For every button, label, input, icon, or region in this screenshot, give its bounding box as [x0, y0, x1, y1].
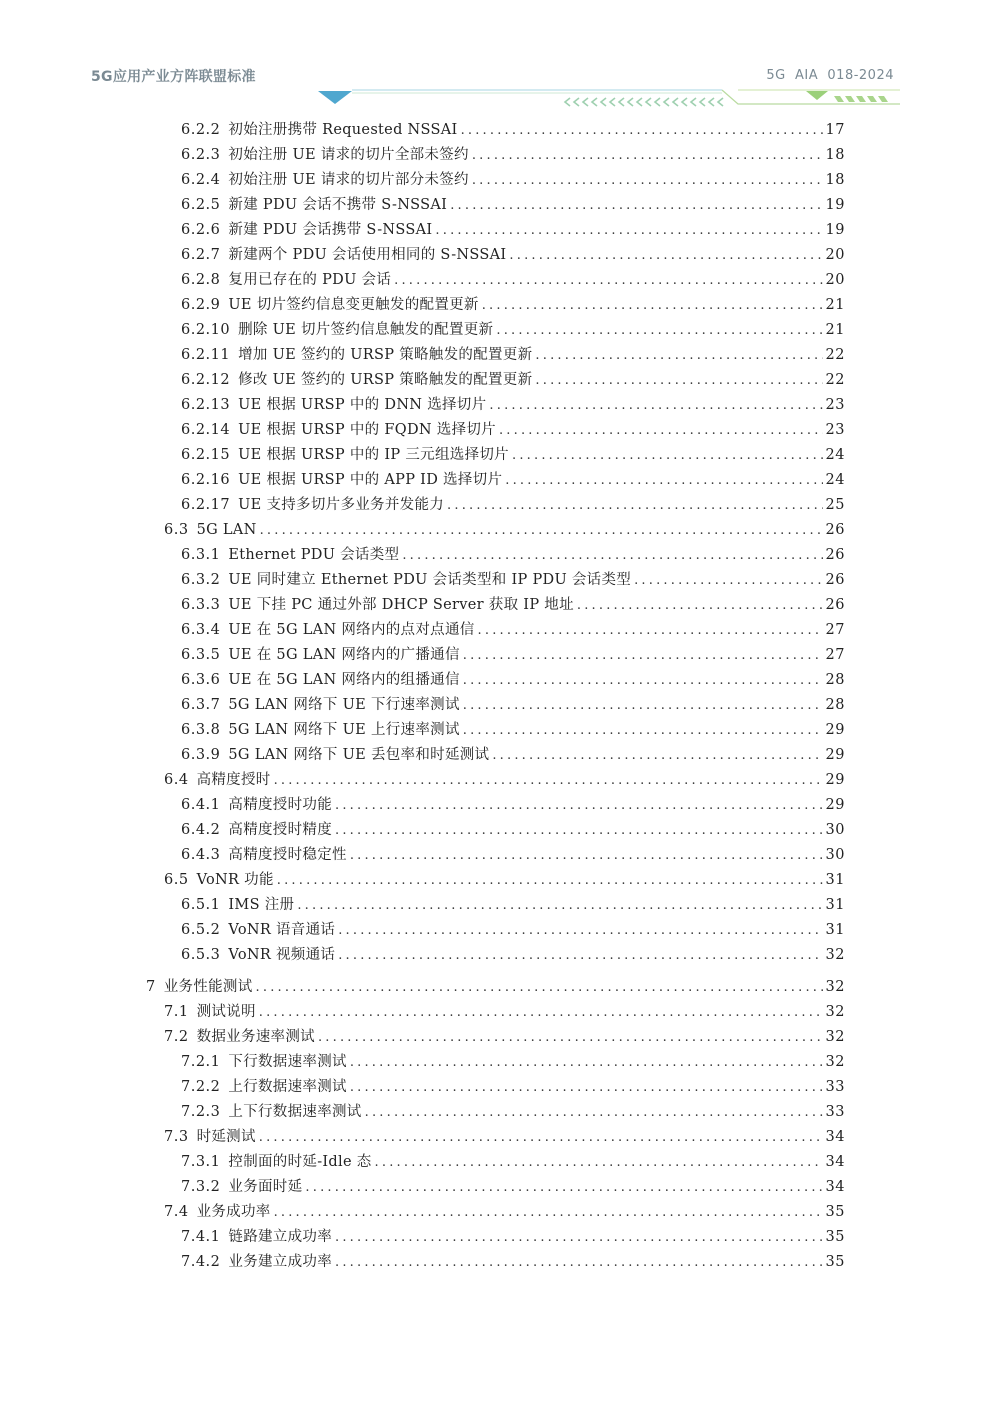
- toc-entry-title: UE 根据 URSP 中的 FQDN 选择切片: [238, 422, 496, 438]
- toc-dot-leader: [305, 1177, 822, 1199]
- toc-entry[interactable]: [181, 119, 845, 142]
- toc-entry-number: 7.3: [164, 1129, 189, 1145]
- toc-entry-number: 6.2.14: [181, 422, 231, 438]
- toc-entry-title: 上下行数据速率测试: [228, 1104, 362, 1120]
- toc-entry-page: 32: [825, 1029, 845, 1045]
- toc-dot-leader: [472, 170, 823, 192]
- toc-entry-page: 30: [825, 847, 845, 863]
- toc-entry-title: 高精度授时: [196, 772, 271, 788]
- toc-dot-leader: [492, 745, 822, 767]
- toc-entry-number: 6.3.6: [181, 672, 221, 688]
- toc-dot-leader: [274, 1202, 823, 1224]
- toc-entry-number: 7.3.1: [181, 1154, 221, 1170]
- toc-entry-page: 29: [825, 722, 845, 738]
- toc-entry-title: 初始注册携带 Requested NSSAI: [228, 122, 458, 138]
- toc-entry-title: 5G LAN 网络下 UE 丢包率和时延测试: [228, 747, 490, 763]
- toc-entry-number: 6.3.7: [181, 697, 221, 713]
- toc-entry[interactable]: [181, 194, 845, 217]
- toc-entry[interactable]: [164, 519, 845, 542]
- toc-dot-leader: [499, 420, 823, 442]
- toc-entry-title: Ethernet PDU 会话类型: [228, 547, 400, 563]
- toc-entry-number: 6.4: [164, 772, 189, 788]
- toc-entry-number: 6.5.3: [181, 947, 221, 963]
- toc-entry-title: 5G LAN 网络下 UE 下行速率测试: [228, 697, 460, 713]
- toc-entry-title: 初始注册 UE 请求的切片部分未签约: [228, 172, 469, 188]
- toc-entry-title: 删除 UE 切片签约信息触发的配置更新: [238, 322, 494, 338]
- toc-entry[interactable]: [181, 469, 845, 492]
- toc-entry[interactable]: [164, 1126, 845, 1149]
- toc-entry-title: 业务成功率: [196, 1204, 271, 1220]
- toc-dot-leader: [259, 1127, 823, 1149]
- toc-entry-page: 24: [825, 472, 845, 488]
- toc-entry-title: 业务性能测试: [163, 979, 253, 995]
- toc-dot-leader: [535, 345, 822, 367]
- toc-dot-leader: [335, 795, 823, 817]
- toc-entry[interactable]: [181, 319, 845, 342]
- toc-entry[interactable]: [146, 976, 845, 999]
- toc-entry[interactable]: [164, 1201, 845, 1224]
- toc-entry-title: UE 根据 URSP 中的 APP ID 选择切片: [238, 472, 503, 488]
- toc-entry[interactable]: [181, 569, 845, 592]
- toc-entry[interactable]: [181, 1251, 845, 1274]
- toc-entry-number: 6.2.3: [181, 147, 221, 163]
- toc-dot-leader: [577, 595, 823, 617]
- toc-entry-number: 6.3.4: [181, 622, 221, 638]
- toc-entry[interactable]: [181, 944, 845, 967]
- toc-entry-page: 24: [825, 447, 845, 463]
- toc-entry[interactable]: [181, 644, 845, 667]
- toc-entry-page: 29: [825, 797, 845, 813]
- toc-entry-page: 26: [825, 522, 845, 538]
- toc-dot-leader: [447, 495, 823, 517]
- toc-entry-title: UE 同时建立 Ethernet PDU 会话类型和 IP PDU 会话类型: [228, 572, 632, 588]
- toc-entry-number: 6.2.6: [181, 222, 221, 238]
- toc-entry-title: 数据业务速率测试: [196, 1029, 315, 1045]
- toc-entry[interactable]: [164, 1001, 845, 1024]
- toc-entry-page: 31: [825, 872, 845, 888]
- toc-entry[interactable]: [181, 1076, 845, 1099]
- header-slashes-right: [834, 96, 888, 102]
- toc-dot-leader: [335, 1227, 823, 1249]
- toc-entry-title: 业务建立成功率: [228, 1254, 333, 1270]
- toc-entry-page: 23: [825, 397, 845, 413]
- toc-dot-leader: [375, 1152, 823, 1174]
- toc-entry[interactable]: [181, 744, 845, 767]
- toc-entry[interactable]: [181, 294, 845, 317]
- toc-entry-title: 复用已存在的 PDU 会话: [228, 272, 392, 288]
- toc-entry-title: UE 根据 URSP 中的 IP 三元组选择切片: [238, 447, 509, 463]
- toc-entry[interactable]: [181, 1226, 845, 1249]
- toc-entry-page: 27: [825, 647, 845, 663]
- toc-entry-page: 35: [825, 1229, 845, 1245]
- toc-entry-number: 6.2.10: [181, 322, 231, 338]
- toc-dot-leader: [402, 545, 822, 567]
- toc-entry-number: 6.5.2: [181, 922, 221, 938]
- toc-entry[interactable]: [164, 769, 845, 792]
- toc-entry[interactable]: [181, 819, 845, 842]
- toc-entry-number: 6.4.1: [181, 797, 221, 813]
- toc-dot-leader: [496, 320, 822, 342]
- page-header: [0, 0, 992, 115]
- toc-entry-title: UE 下挂 PC 通过外部 DHCP Server 获取 IP 地址: [228, 597, 574, 613]
- toc-entry-number: 6.2.4: [181, 172, 221, 188]
- toc-dot-leader: [350, 1052, 823, 1074]
- toc-entry-title: UE 支持多切片多业务并发能力: [238, 497, 445, 513]
- toc-entry-number: 7.2.2: [181, 1079, 221, 1095]
- header-org-title: 5G应用产业方阵联盟标准: [91, 69, 256, 85]
- toc-entry-page: 22: [825, 372, 845, 388]
- toc-entry-page: 20: [825, 247, 845, 263]
- toc-entry-title: 控制面的时延-Idle 态: [228, 1154, 372, 1170]
- toc-entry-page: 33: [825, 1104, 845, 1120]
- toc-entry-number: 6.2.11: [181, 347, 231, 363]
- toc-entry[interactable]: [181, 844, 845, 867]
- toc-entry-number: 6.3.9: [181, 747, 221, 763]
- toc-entry-page: 31: [825, 897, 845, 913]
- toc-entry-title: 5G LAN 网络下 UE 上行速率测试: [228, 722, 460, 738]
- toc-entry[interactable]: [181, 394, 845, 417]
- toc-dot-leader: [463, 645, 823, 667]
- toc-dot-leader: [256, 977, 823, 999]
- toc-entry[interactable]: [164, 1026, 845, 1049]
- toc-entry-page: 20: [825, 272, 845, 288]
- toc-dot-leader: [535, 370, 822, 392]
- toc-entry-number: 6.2.2: [181, 122, 221, 138]
- toc-entry-number: 6.2.17: [181, 497, 231, 513]
- toc-entry-number: 7.4.1: [181, 1229, 221, 1245]
- toc-dot-leader: [482, 295, 823, 317]
- toc-entry-title: 下行数据速率测试: [228, 1054, 347, 1070]
- toc-entry-number: 6.2.15: [181, 447, 231, 463]
- toc-entry[interactable]: [181, 269, 845, 292]
- toc-entry-title: UE 根据 URSP 中的 DNN 选择切片: [238, 397, 487, 413]
- toc-entry[interactable]: [181, 244, 845, 267]
- toc-entry[interactable]: [181, 669, 845, 692]
- toc-entry-page: 27: [825, 622, 845, 638]
- toc-entry-title: VoNR 视频通话: [228, 947, 336, 963]
- toc-entry-title: 高精度授时稳定性: [228, 847, 347, 863]
- toc-entry-title: 链路建立成功率: [228, 1229, 333, 1245]
- toc-entry[interactable]: [181, 144, 845, 167]
- toc-entry-page: 35: [825, 1204, 845, 1220]
- toc-dot-leader: [509, 245, 822, 267]
- toc-entry[interactable]: [181, 794, 845, 817]
- toc-entry-page: 25: [825, 497, 845, 513]
- header-chevrons-left: [565, 98, 723, 106]
- header-triangle-green: [806, 91, 828, 100]
- toc-dot-leader: [274, 770, 823, 792]
- toc-entry-number: 6.3.2: [181, 572, 221, 588]
- toc-entry-page: 34: [825, 1154, 845, 1170]
- toc-entry-page: 28: [825, 697, 845, 713]
- toc-entry[interactable]: [181, 1176, 845, 1199]
- toc-dot-leader: [338, 945, 822, 967]
- toc-entry-number: 6.5: [164, 872, 189, 888]
- toc-entry-page: 26: [825, 597, 845, 613]
- toc-entry-number: 6.4.3: [181, 847, 221, 863]
- toc-entry-page: 31: [825, 922, 845, 938]
- toc-entry-number: 7.2.3: [181, 1104, 221, 1120]
- toc-entry[interactable]: [181, 1051, 845, 1074]
- toc-entry-title: 高精度授时功能: [228, 797, 333, 813]
- toc-dot-leader: [350, 1077, 823, 1099]
- toc-entry[interactable]: [181, 919, 845, 942]
- toc-dot-leader: [297, 895, 822, 917]
- toc-dot-leader: [259, 1002, 823, 1024]
- toc-entry-page: 17: [825, 122, 845, 138]
- toc-entry-title: 业务面时延: [228, 1179, 303, 1195]
- toc-entry-page: 32: [825, 1004, 845, 1020]
- toc-entry-page: 21: [825, 322, 845, 338]
- toc-dot-leader: [365, 1102, 823, 1124]
- toc-entry-page: 34: [825, 1129, 845, 1145]
- toc-entry-page: 23: [825, 422, 845, 438]
- toc-dot-leader: [463, 670, 823, 692]
- toc-entry-number: 7.2: [164, 1029, 189, 1045]
- toc-dot-leader: [318, 1027, 823, 1049]
- toc-entry-page: 33: [825, 1079, 845, 1095]
- toc-entry-title: 新建两个 PDU 会话使用相同的 S-NSSAI: [228, 247, 507, 263]
- toc-entry-number: 6.2.13: [181, 397, 231, 413]
- toc-entry-title: 新建 PDU 会话不携带 S-NSSAI: [228, 197, 448, 213]
- toc-entry-page: 22: [825, 347, 845, 363]
- toc-dot-leader: [489, 395, 822, 417]
- toc-entry-page: 18: [825, 147, 845, 163]
- toc-entry-page: 29: [825, 747, 845, 763]
- toc-entry-number: 6.2.7: [181, 247, 221, 263]
- toc-entry-page: 32: [825, 1054, 845, 1070]
- toc-entry-title: UE 在 5G LAN 网络内的组播通信: [228, 672, 460, 688]
- toc-entry[interactable]: [181, 369, 845, 392]
- toc-entry-title: 修改 UE 签约的 URSP 策略触发的配置更新: [238, 372, 533, 388]
- toc-entry-title: UE 在 5G LAN 网络内的点对点通信: [228, 622, 475, 638]
- toc-entry[interactable]: [181, 344, 845, 367]
- toc-dot-leader: [277, 870, 823, 892]
- toc-entry-number: 6.2.9: [181, 297, 221, 313]
- toc-entry-page: 19: [825, 222, 845, 238]
- toc-entry[interactable]: [181, 419, 845, 442]
- toc-dot-leader: [338, 920, 822, 942]
- toc-entry-page: 26: [825, 547, 845, 563]
- toc-entry[interactable]: [181, 619, 845, 642]
- toc-entry-title: 增加 UE 签约的 URSP 策略触发的配置更新: [238, 347, 533, 363]
- toc-entry-title: 初始注册 UE 请求的切片全部未签约: [228, 147, 469, 163]
- toc-entry-number: 7.3.2: [181, 1179, 221, 1195]
- toc-entry[interactable]: [181, 169, 845, 192]
- toc-entry-number: 7.4.2: [181, 1254, 221, 1270]
- toc-entry[interactable]: [181, 544, 845, 567]
- toc-entry-page: 21: [825, 297, 845, 313]
- toc-entry[interactable]: [181, 494, 845, 517]
- toc-entry-title: UE 切片签约信息变更触发的配置更新: [228, 297, 479, 313]
- toc-entry-page: 28: [825, 672, 845, 688]
- toc-dot-leader: [335, 820, 823, 842]
- toc-entry-page: 30: [825, 822, 845, 838]
- toc-entry-title: 时延测试: [196, 1129, 256, 1145]
- toc-entry-page: 18: [825, 172, 845, 188]
- toc-dot-leader: [350, 845, 823, 867]
- toc-dot-leader: [505, 470, 822, 492]
- toc-dot-leader: [335, 1252, 823, 1274]
- toc-entry-page: 35: [825, 1254, 845, 1270]
- toc-dot-leader: [478, 620, 823, 642]
- toc-entry-number: 7: [146, 979, 156, 995]
- toc-dot-leader: [450, 195, 822, 217]
- toc-entry[interactable]: [181, 594, 845, 617]
- toc-entry-title: 测试说明: [196, 1004, 256, 1020]
- toc-entry[interactable]: [181, 219, 845, 242]
- toc-entry-number: 6.2.8: [181, 272, 221, 288]
- toc-entry[interactable]: [181, 1151, 845, 1174]
- toc-entry-title: 高精度授时精度: [228, 822, 333, 838]
- toc-dot-leader: [394, 270, 822, 292]
- toc-entry[interactable]: [181, 719, 845, 742]
- toc-entry-number: 7.4: [164, 1204, 189, 1220]
- toc-dot-leader: [463, 720, 823, 742]
- toc-entry-title: UE 在 5G LAN 网络内的广播通信: [228, 647, 460, 663]
- toc-entry-number: 6.2.5: [181, 197, 221, 213]
- toc-entry-number: 6.2.12: [181, 372, 231, 388]
- toc-entry[interactable]: [181, 444, 845, 467]
- toc-entry-title: 5G LAN: [196, 522, 257, 538]
- header-standard-code: 5G AIA 018-2024: [766, 68, 894, 83]
- toc-entry[interactable]: [164, 869, 845, 892]
- toc-entry-number: 6.3: [164, 522, 189, 538]
- header-decoration: [0, 84, 992, 114]
- toc-entry-title: 新建 PDU 会话携带 S-NSSAI: [228, 222, 433, 238]
- toc-dot-leader: [634, 570, 822, 592]
- toc-entry-number: 6.3.3: [181, 597, 221, 613]
- toc-entry[interactable]: [181, 694, 845, 717]
- toc-entry-number: 6.3.8: [181, 722, 221, 738]
- toc-entry-number: 6.3.1: [181, 547, 221, 563]
- toc-entry-title: VoNR 功能: [196, 872, 274, 888]
- toc-entry-title: VoNR 语音通话: [228, 922, 336, 938]
- toc-entry-number: 7.2.1: [181, 1054, 221, 1070]
- header-triangle-blue: [318, 91, 352, 104]
- toc-dot-leader: [463, 695, 823, 717]
- toc-entry-number: 6.4.2: [181, 822, 221, 838]
- toc-entry[interactable]: [181, 894, 845, 917]
- toc-entry-page: 19: [825, 197, 845, 213]
- toc-entry-number: 7.1: [164, 1004, 189, 1020]
- toc-dot-leader: [435, 220, 822, 242]
- toc-entry-title: 上行数据速率测试: [228, 1079, 347, 1095]
- toc-entry-page: 32: [825, 979, 845, 995]
- toc-dot-leader: [512, 445, 823, 467]
- toc-entry-number: 6.2.16: [181, 472, 231, 488]
- toc-entry-page: 29: [825, 772, 845, 788]
- toc-entry-page: 34: [825, 1179, 845, 1195]
- toc-dot-leader: [461, 120, 823, 142]
- toc-entry-page: 26: [825, 572, 845, 588]
- toc-entry-title: IMS 注册: [228, 897, 295, 913]
- toc-entry-number: 6.3.5: [181, 647, 221, 663]
- toc-entry-number: 6.5.1: [181, 897, 221, 913]
- toc-entry[interactable]: [181, 1101, 845, 1124]
- toc-entry-page: 32: [825, 947, 845, 963]
- toc-dot-leader: [260, 520, 823, 542]
- toc-dot-leader: [472, 145, 823, 167]
